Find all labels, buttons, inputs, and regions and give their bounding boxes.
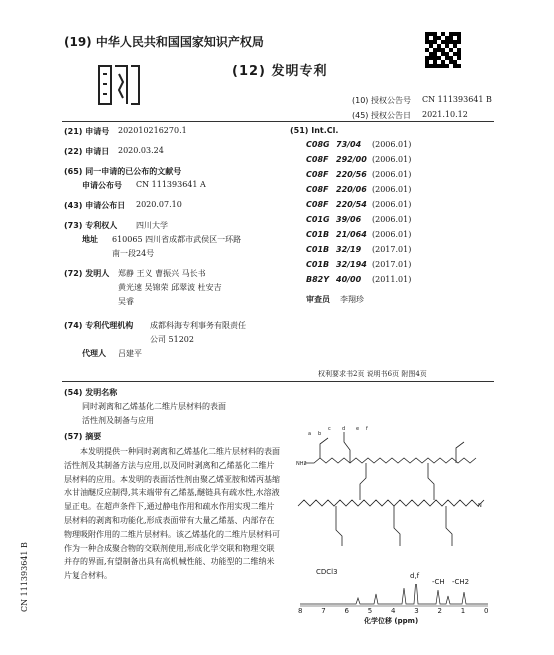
prior-pub-label: 申请公布号 [82,181,122,190]
ipc-group: 32/19 [336,245,362,254]
nmr-axis-label: 化学位移 (ppm) [364,617,419,625]
ipc-version: (2006.01) [372,155,412,164]
owner: 四川大学 [136,221,168,230]
examiner: 李翔珍 [340,295,364,304]
inventor-line2: 黄光速 吴锦荣 邱翠波 杜安吉 [118,283,222,292]
ipc-version: (2017.01) [372,260,412,269]
nmr-spectrum [296,584,492,608]
pub-no-label: (10) 授权公告号 [352,96,411,105]
ipc-version: (2006.01) [372,215,412,224]
agent-label: 代理人 [82,349,106,358]
middle-rule [62,381,494,382]
side-patent-code: CN 111393641 B [20,542,29,612]
ipc-version: (2006.01) [372,170,412,179]
inventor-line1: 郑静 王义 曹振兴 马长书 [118,269,206,278]
ipc-label: (51) Int.Cl. [290,126,339,135]
svg-text:f: f [366,426,368,432]
nmr-tick-label: 2 [437,607,442,615]
nmr-tick-label: 1 [460,607,466,615]
app-date-label: (22) 申请日 [64,147,110,156]
ipc-code: C08F [306,155,329,164]
ipc-row [306,155,411,164]
abstract-text: 本发明提供一种同时剥离和乙烯基化二维片层材料的表面活性剂及其制备方法与应用,以及同时剥离和乙烯基化二维片层材料的应用。本发明的表面活性剂由聚乙烯亚胺和烯丙基缩水甘油醚反应制得,其末端带有乙烯基,醚链具有疏水性,水溶液显正电。在超声条件下,通过静电作用和疏水作用实现二维片层材料的剥离和功能化,形成表面带有大量乙烯基、内部存在物理吸附作用的二维片层材料。该乙烯基化的二维片层材料可作为一种合成聚合物的交联剂使用,形成化学交联和物理交联并存的界面,有望制备出具有高机械性能、功能型的二维纳米片复合材料。 [64,447,280,581]
nmr-tick-label: 0 [484,607,489,615]
ipc-code: C08F [306,185,329,194]
nmr-ch-label: -CH [432,578,445,586]
nmr-tick-label: 8 [298,607,303,615]
ipc-code: C08F [306,200,329,209]
ipc-code: C01B [306,260,330,269]
ipc-group: 73/04 [336,140,362,149]
ipc-code: C08G [306,140,330,149]
ipc-code: B82Y [306,275,330,284]
prior-date-label: (43) 申请公布日 [64,201,126,210]
ipc-row [306,215,411,224]
ipc-group: 21/064 [336,230,367,239]
inventor-line3: 吴睿 [118,297,134,306]
ipc-row [306,275,411,284]
ipc-version: (2006.01) [372,140,412,149]
patent-type-heading: (12) 发明专利 [232,64,328,79]
ipc-version: (2017.01) [372,245,412,254]
ipc-code: C01G [306,215,330,224]
pub-date: 2021.10.12 [422,110,468,119]
office-heading: (19) 中华人民共和国国家知识产权局 [64,35,264,49]
svg-text:a: a [308,431,312,437]
ipc-code: C01B [306,230,330,239]
ipc-version: (2011.01) [372,275,412,284]
title-line1: 同时剥离和乙烯基化二维片层材料的表面 [82,402,226,411]
agency-line1: 成都科海专利事务有限责任 [150,321,246,330]
ipc-group: 220/06 [336,185,367,194]
pub-no: CN 111393641 B [422,95,492,104]
ipc-row [306,200,411,209]
title-line2: 活性剂及制备与应用 [82,416,154,425]
ipc-row [306,185,411,194]
nmr-tick-label: 7 [321,607,326,615]
ipc-row [306,245,411,254]
ipc-row [306,170,411,179]
pub-date-label: (45) 授权公告日 [352,111,411,120]
svg-text:d: d [342,426,346,432]
nmr-tick-label: 5 [367,607,373,615]
address-line1: 610065 四川省成都市武侯区一环路 [112,235,242,244]
title-label: (54) 发明名称 [64,388,118,397]
top-rule [62,121,494,122]
ipc-group: 220/54 [336,200,367,209]
address-label: 地址 [82,235,98,244]
ipc-row [306,260,411,269]
agent: 吕建平 [118,349,142,358]
nmr-ch2-label: -CH2 [452,578,470,586]
examiner-label: 审查员 [306,295,330,304]
svg-text:NH2: NH2 [296,461,307,467]
ipc-row [306,230,411,239]
chemical-structure-figure [296,420,492,580]
svg-text:b: b [318,431,322,437]
abstract-label: (57) 摘要 [64,432,102,441]
agency-line2: 公司 51202 [150,335,194,344]
prior-label: (65) 同一申请的已公布的文献号 [64,167,182,176]
prior-date: 2020.07.10 [136,200,182,209]
address-line2: 南一段24号 [112,249,155,258]
app-no: 202010216270.1 [118,126,187,135]
ipc-group: 39/06 [336,215,362,224]
agency-label: (74) 专利代理机构 [64,321,134,330]
page-counts: 权利要求书2页 说明书6页 附图4页 [318,370,427,378]
ipc-version: (2006.01) [372,230,412,239]
ipc-group: 40/00 [336,275,362,284]
svg-text:e: e [356,426,360,432]
prior-pub: CN 111393641 A [136,180,206,189]
svg-text:N: N [478,503,482,509]
app-no-label: (21) 申请号 [64,127,110,136]
qr-code [425,32,461,68]
svg-text:c: c [328,426,331,432]
nmr-tick-label: 4 [391,607,396,615]
ipc-group: 220/56 [336,170,367,179]
ipc-group: 32/194 [336,260,367,269]
app-date: 2020.03.24 [118,146,164,155]
ipc-group: 292/00 [336,155,367,164]
nmr-tick-label: 6 [344,607,349,615]
cnipa-logo [93,60,145,110]
ipc-code: C08F [306,170,329,179]
ipc-version: (2006.01) [372,200,412,209]
nmr-df-label: d,f [410,572,420,580]
nmr-tick-label: 3 [414,607,419,615]
inventor-label: (72) 发明人 [64,269,110,278]
nmr-cdcl3-label: CDCl3 [316,568,338,576]
ipc-row [306,140,411,149]
ipc-version: (2006.01) [372,185,412,194]
ipc-code: C01B [306,245,330,254]
owner-label: (73) 专利权人 [64,221,118,230]
